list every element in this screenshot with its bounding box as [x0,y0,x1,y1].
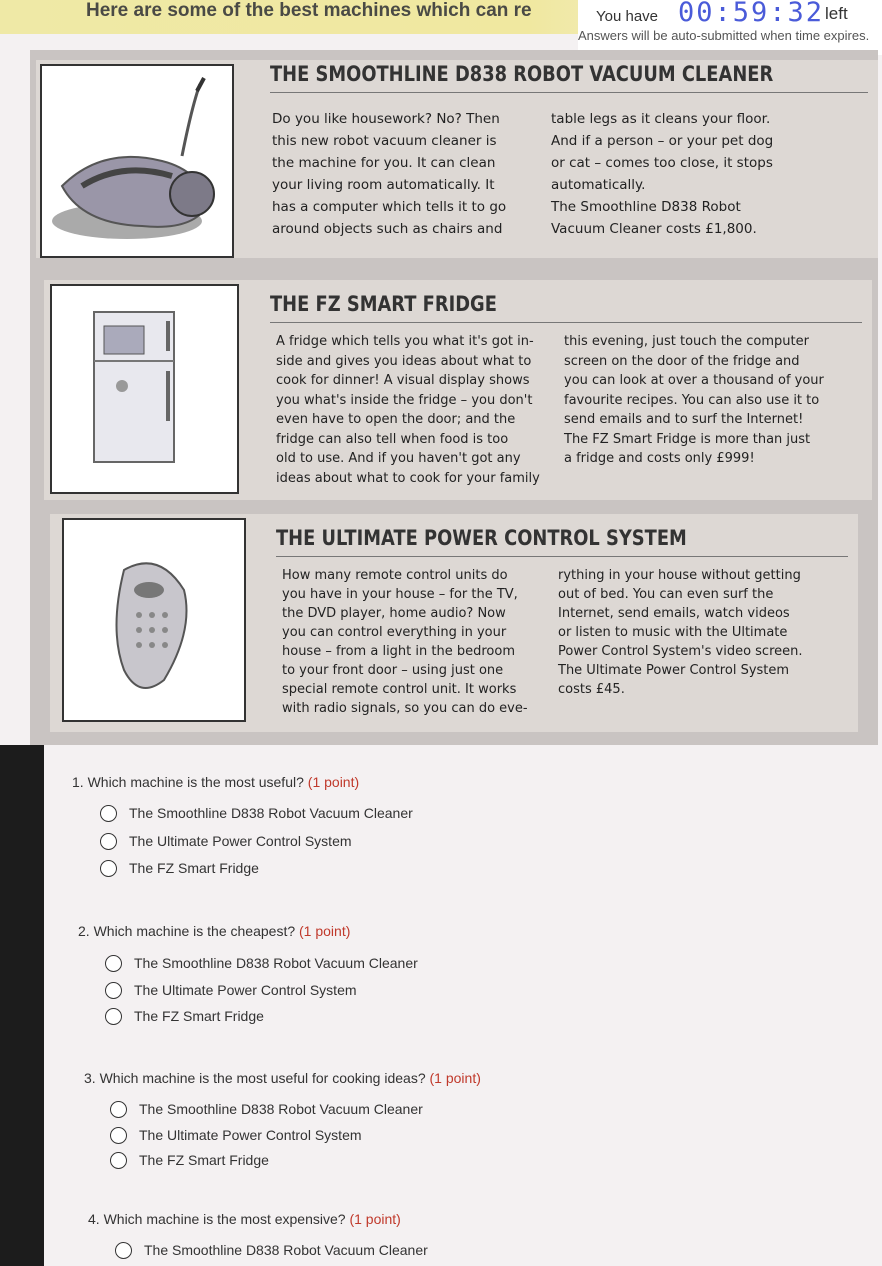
question-points: (1 point) [349,1211,401,1227]
article-card-remote [50,514,858,732]
question-points: (1 point) [429,1070,481,1086]
vacuum-cleaner-icon [42,66,232,256]
remote-image [62,518,246,722]
question-points: (1 point) [299,923,351,939]
option-label: The FZ Smart Fridge [129,860,259,876]
radio-button[interactable] [100,805,117,822]
option-label: The Smoothline D838 Robot Vacuum Cleaner [134,955,418,971]
left-edge-shadow [0,745,44,1266]
question-1 [72,774,359,790]
question-3 [84,1070,481,1086]
radio-button[interactable] [100,860,117,877]
radio-button[interactable] [100,833,117,850]
reading-passage-image [30,50,878,745]
vacuum-image [40,64,234,258]
option-label: The FZ Smart Fridge [139,1152,269,1168]
fridge-image [50,284,239,494]
q1-option-remote[interactable] [100,830,352,852]
option-label: The Ultimate Power Control System [129,833,352,849]
article-card-vacuum [36,60,878,258]
question-text: 1. Which machine is the most useful? [72,774,304,790]
article-title: THE ULTIMATE POWER CONTROL SYSTEM [276,526,687,550]
q4-option-vacuum[interactable] [115,1239,428,1261]
question-4 [88,1211,401,1227]
q2-option-remote[interactable] [105,979,357,1001]
article-text-col1: A fridge which tells you what it's got in- side and gives you ideas about what to cook for dinner! A visual display shows you what's inside the fridge – you don't even have to open the door; and the fridge can also tell when food is too old to use. And if you haven't got any ideas about what to cook for your family [276,334,540,486]
question-2 [78,923,350,939]
auto-submit-note: Answers will be auto-submitted when time expires. [578,28,870,43]
remote-control-icon [64,520,244,720]
option-label: The Smoothline D838 Robot Vacuum Cleaner [139,1101,423,1117]
question-text: 2. Which machine is the cheapest? [78,923,296,939]
q1-option-vacuum[interactable] [100,802,413,824]
radio-button[interactable] [105,955,122,972]
option-label: The Ultimate Power Control System [134,982,357,998]
title-rule [276,556,848,557]
q2-option-vacuum[interactable] [105,952,418,974]
question-text: 4. Which machine is the most expensive? [88,1211,346,1227]
article-card-fridge [44,280,872,500]
radio-button[interactable] [110,1152,127,1169]
article-text-col1: How many remote control units do you have in your house – for the TV, the DVD player, home audio? Now you can control everything in your house – from a light in the bedroom to your front door – using just one special remote control unit. It works with radio signals, so you can do eve- [282,568,528,716]
timer-suffix: left [825,4,848,23]
q3-option-fridge[interactable] [110,1149,269,1171]
article-title: THE FZ SMART FRIDGE [270,292,497,316]
fridge-icon [52,286,237,492]
q3-option-remote[interactable] [110,1124,362,1146]
article-text-col2: this evening, just touch the computer screen on the door of the fridge and you can look at over a thousand of your favourite recipes. You can also use it to send emails and to surf the Internet! The FZ Smart Fridge is more than just a fridge and costs only £999! [564,334,824,466]
radio-button[interactable] [115,1242,132,1259]
radio-button[interactable] [110,1101,127,1118]
article-text-col2: rything in your house without getting out of bed. You can even surf the Internet, send emails, watch videos or listen to music with the Ultimate Power Control System's video screen. The Ultimate Power Control System costs £45. [558,568,803,697]
radio-button[interactable] [105,982,122,999]
option-label: The Smoothline D838 Robot Vacuum Cleaner [129,805,413,821]
article-title: THE SMOOTHLINE D838 ROBOT VACUUM CLEANER [270,62,774,86]
article-text-col2: table legs as it cleans your floor. And if a person – or your pet dog or cat – comes too close, it stops automatically. The Smoothline D838 Robot Vacuum Cleaner costs £1,800. [551,111,774,237]
option-label: The Smoothline D838 Robot Vacuum Cleaner [144,1242,428,1258]
radio-button[interactable] [110,1127,127,1144]
q1-option-fridge[interactable] [100,857,259,879]
question-points: (1 point) [307,774,360,790]
article-headline: Here are some of the best machines which can re [86,0,532,21]
timer-box [578,0,882,55]
q3-option-vacuum[interactable] [110,1098,423,1120]
option-label: The Ultimate Power Control System [139,1127,362,1143]
option-label: The FZ Smart Fridge [134,1008,264,1024]
title-rule [270,92,868,93]
title-rule [270,322,862,323]
q2-option-fridge[interactable] [105,1005,264,1027]
article-text-col1: Do you like housework? No? Then this new robot vacuum cleaner is the machine for you. It can clean your living room automatically. It has a computer which tells it to go around objects such as chairs and [272,111,507,237]
countdown-timer: 00:59:32 [678,0,825,28]
timer-prefix: You have [596,8,659,25]
question-text: 3. Which machine is the most useful for cooking ideas? [84,1070,426,1086]
radio-button[interactable] [105,1008,122,1025]
